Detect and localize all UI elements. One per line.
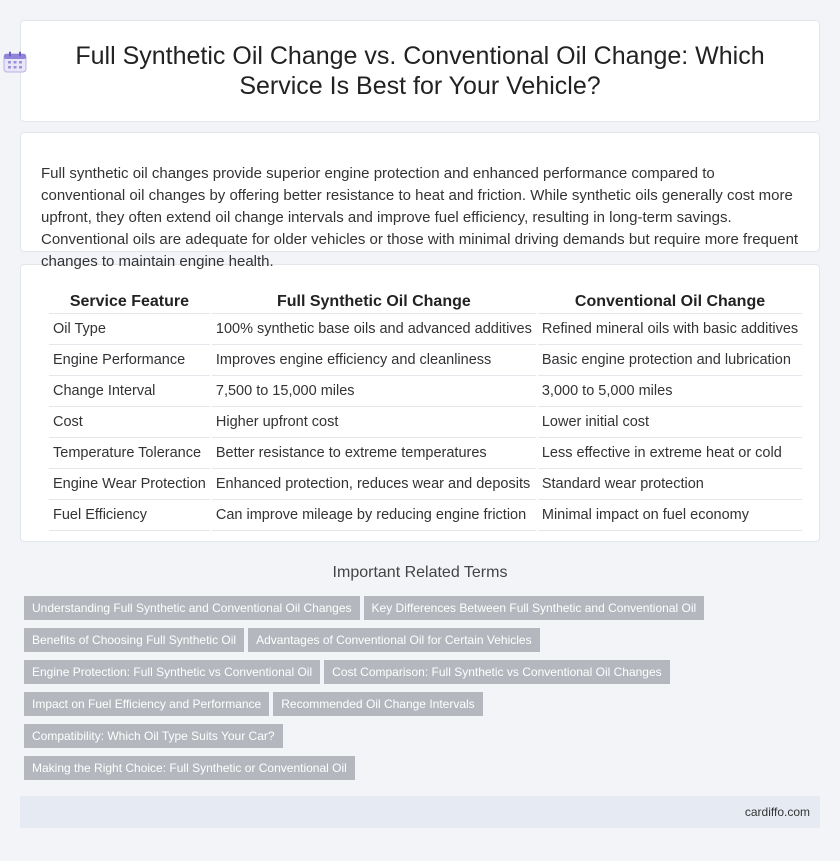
table-cell: 100% synthetic base oils and advanced additives xyxy=(212,314,536,345)
related-term-tag[interactable]: Impact on Fuel Efficiency and Performance xyxy=(24,692,269,716)
table-cell: Temperature Tolerance xyxy=(49,438,210,469)
table-cell: Improves engine efficiency and cleanliness xyxy=(212,345,536,376)
table-cell: Can improve mileage by reducing engine friction xyxy=(212,500,536,531)
related-term-tag[interactable]: Key Differences Between Full Synthetic and Conventional Oil xyxy=(364,596,705,620)
related-term-tag[interactable]: Engine Protection: Full Synthetic vs Conventional Oil xyxy=(24,660,320,684)
intro-text: Full synthetic oil changes provide superior engine protection and enhanced performance compared to conventional oil changes by offering better resistance to heat and friction. While synthetic oils generally cost more upfront, they often extend oil change intervals and improve fuel efficiency, resulting in long-term savings. Conventional oils are adequate for older vehicles or those with minimal driving demands but require more frequent changes to maintain engine health. xyxy=(41,165,799,270)
title-wrap xyxy=(51,41,789,101)
related-terms-title: Important Related Terms xyxy=(332,564,508,581)
column-header-conventional: Conventional Oil Change xyxy=(538,285,802,314)
comparison-table xyxy=(47,285,804,531)
related-term-tag[interactable]: Compatibility: Which Oil Type Suits Your Car? xyxy=(24,724,283,748)
table-cell: Less effective in extreme heat or cold xyxy=(538,438,802,469)
page-title: Full Synthetic Oil Change vs. Conventional Oil Change: Which Service Is Best for Your Vehicle? xyxy=(75,42,765,100)
title-card xyxy=(20,20,820,122)
table-row xyxy=(49,438,802,469)
footer xyxy=(20,796,820,828)
related-term-tag[interactable]: Benefits of Choosing Full Synthetic Oil xyxy=(24,628,244,652)
table-cell: 7,500 to 15,000 miles xyxy=(212,376,536,407)
table-cell: Oil Type xyxy=(49,314,210,345)
table-row xyxy=(49,500,802,531)
table-header-row xyxy=(49,285,802,314)
related-term-tag[interactable]: Cost Comparison: Full Synthetic vs Conventional Oil Changes xyxy=(324,660,669,684)
table-cell: Fuel Efficiency xyxy=(49,500,210,531)
table-cell: Engine Performance xyxy=(49,345,210,376)
table-row xyxy=(49,314,802,345)
table-cell: Basic engine protection and lubrication xyxy=(538,345,802,376)
table-cell: Engine Wear Protection xyxy=(49,469,210,500)
table-cell: 3,000 to 5,000 miles xyxy=(538,376,802,407)
table-cell: Standard wear protection xyxy=(538,469,802,500)
related-term-tag[interactable]: Advantages of Conventional Oil for Certain Vehicles xyxy=(248,628,540,652)
table-cell: Minimal impact on fuel economy xyxy=(538,500,802,531)
related-term-tag[interactable]: Making the Right Choice: Full Synthetic or Conventional Oil xyxy=(24,756,355,780)
table-row xyxy=(49,376,802,407)
related-term-tag[interactable]: Recommended Oil Change Intervals xyxy=(273,692,482,716)
related-terms-list xyxy=(0,584,744,788)
table-cell: Higher upfront cost xyxy=(212,407,536,438)
comparison-table-card xyxy=(20,264,820,542)
table-cell: Refined mineral oils with basic additives xyxy=(538,314,802,345)
table-cell: Better resistance to extreme temperatures xyxy=(212,438,536,469)
table-cell: Lower initial cost xyxy=(538,407,802,438)
table-row xyxy=(49,345,802,376)
footer-site-link[interactable]: cardiffo.com xyxy=(744,805,810,819)
calendar-icon xyxy=(3,51,27,73)
column-header-feature: Service Feature xyxy=(49,285,210,314)
table-cell: Cost xyxy=(49,407,210,438)
related-term-tag[interactable]: Understanding Full Synthetic and Conventional Oil Changes xyxy=(24,596,360,620)
table-row xyxy=(49,469,802,500)
intro-card xyxy=(20,132,820,270)
table-cell: Enhanced protection, reduces wear and deposits xyxy=(212,469,536,500)
table-cell: Change Interval xyxy=(49,376,210,407)
column-header-synthetic: Full Synthetic Oil Change xyxy=(212,285,536,314)
table-row xyxy=(49,407,802,438)
